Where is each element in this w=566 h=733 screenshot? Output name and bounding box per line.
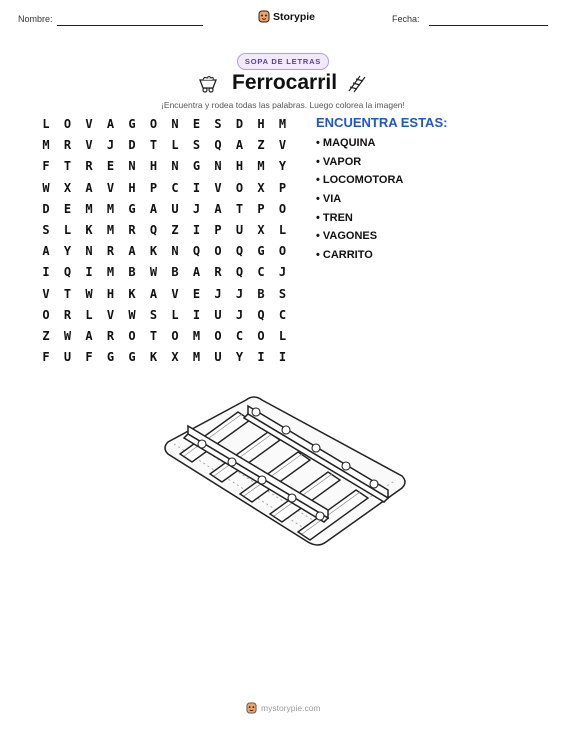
grid-letter[interactable]: E [192,117,201,131]
grid-letter[interactable]: M [278,117,287,131]
storypie-mascot-icon [246,702,257,714]
brand-logo [258,10,315,23]
grid-letter[interactable]: I [257,350,265,365]
grid-letter[interactable]: M [106,201,115,216]
grid-letter[interactable]: Y [235,350,244,365]
grid-letter[interactable]: A [85,180,93,195]
grid-letter[interactable]: U [171,201,179,216]
grid-letter[interactable]: O [171,329,179,343]
word-item: • MAQUINA [316,137,376,149]
grid-letter[interactable]: X [63,180,72,195]
grid-letter[interactable]: I [85,265,93,280]
grid-letter[interactable]: O [63,117,72,131]
grid-letter[interactable]: J [192,201,201,216]
grid-letter[interactable]: I [192,223,201,237]
grid-letter[interactable]: O [278,201,287,216]
word-item: • LOCOMOTORA [316,174,404,187]
grid-letter[interactable]: H [128,180,136,195]
grid-letter[interactable]: T [63,286,72,301]
rail-track-icon [346,74,368,94]
storypie-mascot-icon [258,10,270,23]
grid-letter[interactable]: Q [149,223,158,237]
grid-letter[interactable]: Y [63,244,72,259]
grid-letter[interactable]: H [149,159,158,174]
railway-track-illustration [158,392,410,552]
grid-letter[interactable]: P [214,223,222,237]
grid-letter[interactable]: G [128,350,136,365]
footer [246,702,321,714]
grid-letter[interactable]: O [257,329,265,343]
grid-letter[interactable]: Q [235,244,244,259]
name-line [57,25,203,26]
grid-letter[interactable]: A [149,201,158,216]
grid-letter[interactable]: X [257,180,265,195]
grid-letter[interactable]: J [214,286,222,301]
footer-url: mystorypie.com [261,703,321,713]
grid-letter[interactable]: K [128,286,136,301]
grid-letter[interactable]: E [106,159,115,174]
grid-letter[interactable]: A [106,117,115,131]
grid-letter[interactable]: K [149,350,158,365]
grid-letter[interactable]: Z [42,329,50,343]
brand-name: Storypie [273,10,316,23]
grid-letter[interactable]: V [42,286,50,301]
grid-letter[interactable]: T [149,329,158,343]
grid-letter[interactable]: S [42,223,50,237]
grid-letter[interactable]: Y [278,159,287,174]
grid-letter[interactable]: A [192,265,201,280]
date-label: Fecha: [392,14,420,24]
grid-letter[interactable]: L [278,329,287,343]
grid-letter[interactable]: G [106,350,115,365]
grid-letter[interactable]: F [42,350,50,365]
date-line [429,25,548,26]
grid-letter[interactable]: G [128,201,136,216]
grid-letter[interactable]: E [63,201,72,216]
word-list-title: ENCUENTRA ESTAS: [316,115,448,130]
grid-letter[interactable]: C [235,329,244,343]
grid-letter[interactable]: A [214,201,222,216]
grid-letter[interactable]: C [278,307,287,322]
grid-letter[interactable]: G [192,159,201,174]
grid-letter[interactable]: Q [192,244,201,259]
grid-letter[interactable]: O [214,244,222,259]
grid-letter[interactable]: W [63,329,72,343]
grid-letter[interactable]: U [214,307,222,322]
grid-letter[interactable]: T [63,159,72,174]
grid-letter[interactable]: S [149,307,158,322]
grid-letter[interactable]: R [63,138,72,153]
grid-letter[interactable]: P [149,180,158,195]
grid-letter[interactable]: W [42,180,50,195]
word-item: • TREN [316,211,353,224]
word-list [316,137,403,268]
grid-letter[interactable]: T [235,201,244,216]
grid-letter[interactable]: O [214,329,222,343]
grid-letter[interactable]: O [149,117,158,131]
grid-letter[interactable]: N [171,244,179,259]
grid-letter[interactable]: V [106,307,115,322]
grid-letter[interactable]: V [85,117,93,131]
grid-letter[interactable]: M [106,265,115,280]
grid-letter[interactable]: A [85,329,93,343]
grid-letter[interactable]: J [278,265,287,280]
grid-letter[interactable]: Q [257,307,265,322]
grid-letter[interactable]: J [235,307,244,322]
grid-letter[interactable]: Z [171,223,179,237]
grid-letter[interactable]: V [85,138,93,153]
grid-letter[interactable]: L [278,223,287,237]
category-badge: SOPA DE LETRAS [237,53,329,70]
grid-letter[interactable]: I [192,307,201,322]
grid-letter[interactable]: A [128,244,136,259]
grid-letter[interactable]: V [171,286,179,301]
grid-letter[interactable]: Q [214,138,222,153]
grid-letter[interactable]: Q [63,265,72,280]
grid-letter[interactable]: N [128,159,136,174]
grid-letter[interactable]: T [149,138,158,153]
grid-letter[interactable]: Z [257,138,265,153]
grid-letter[interactable]: V [214,180,222,195]
grid-letter[interactable]: H [235,159,244,174]
grid-letter[interactable]: L [42,117,50,131]
grid-letter[interactable]: O [128,329,136,343]
word-item: • VAPOR [316,155,362,168]
grid-letter[interactable]: O [235,180,244,195]
grid-letter[interactable]: G [257,244,265,259]
grid-letter[interactable]: N [171,159,179,174]
grid-letter[interactable]: S [192,138,201,153]
grid-letter[interactable]: J [235,286,244,301]
grid-letter[interactable]: M [85,201,93,216]
word-item: • VIA [316,193,342,206]
grid-letter[interactable]: U [63,350,72,365]
grid-letter[interactable]: L [171,138,179,153]
grid-letter[interactable]: U [214,350,222,365]
instructions: ¡Encuentra y rodea todas las palabras. Luego colorea la imagen! [161,100,405,110]
grid-letter[interactable]: D [42,201,50,216]
grid-letter[interactable]: V [106,180,115,195]
grid-letter[interactable]: D [128,138,136,153]
grid-letter[interactable]: X [257,223,265,237]
grid-letter[interactable]: P [257,201,265,216]
mine-cart-icon [198,74,218,94]
grid-letter[interactable]: B [128,265,136,280]
grid-letter[interactable]: A [235,138,244,153]
grid-letter[interactable]: N [214,159,222,174]
page-title: Ferrocarril [232,71,338,94]
grid-letter[interactable]: H [106,286,115,301]
grid-letter[interactable]: E [192,286,201,301]
grid-letter[interactable]: O [42,307,50,322]
grid-letter[interactable]: O [278,244,287,259]
grid-letter[interactable]: P [278,180,287,195]
grid-letter[interactable]: J [106,138,115,153]
grid-letter[interactable]: M [257,159,265,174]
word-item: • VAGONES [316,230,378,243]
grid-letter[interactable]: V [278,138,287,153]
grid-letter[interactable]: R [214,265,222,280]
grid-letter[interactable]: Q [235,265,244,280]
grid-letter[interactable]: H [257,117,265,131]
grid-letter[interactable]: F [85,350,93,365]
grid-letter[interactable]: I [278,350,287,365]
grid-letter[interactable]: W [128,307,136,322]
name-label: Nombre: [18,14,53,24]
grid-letter[interactable]: S [278,286,287,301]
grid-letter[interactable]: I [42,265,50,280]
grid-letter[interactable]: K [85,223,93,237]
grid-letter[interactable]: U [235,223,244,237]
grid-letter[interactable]: M [106,223,115,237]
grid-letter[interactable]: R [63,307,72,322]
grid-letter[interactable]: A [42,244,50,259]
grid-letter[interactable]: W [85,286,93,301]
word-item: • CARRITO [316,249,373,262]
grid-letter[interactable]: L [171,307,179,322]
grid-letter[interactable]: N [85,244,93,259]
grid-letter[interactable]: R [106,244,115,259]
grid-letter[interactable]: L [85,307,93,322]
grid-letter[interactable]: K [149,244,158,259]
grid-letter[interactable]: W [149,265,158,280]
grid-letter[interactable]: G [128,117,136,131]
grid-letter[interactable]: C [257,265,265,280]
grid-letter[interactable]: S [214,117,222,131]
grid-letter[interactable]: F [42,159,50,174]
grid-letter[interactable]: D [235,117,244,131]
grid-letter[interactable]: N [171,117,179,131]
grid-letter[interactable]: B [171,265,179,280]
grid-letter[interactable]: X [171,350,179,365]
grid-letter[interactable]: C [171,180,179,195]
grid-letter[interactable]: A [149,286,158,301]
grid-letter[interactable]: L [63,223,72,237]
grid-letter[interactable]: B [257,286,265,301]
grid-letter[interactable]: R [106,329,115,343]
grid-letter[interactable]: R [128,223,136,237]
grid-letter[interactable]: I [192,180,201,195]
grid-letter[interactable]: R [85,159,93,174]
grid-letter[interactable]: M [192,329,201,343]
grid-letter[interactable]: M [42,138,50,153]
grid-letter[interactable]: M [192,350,201,365]
